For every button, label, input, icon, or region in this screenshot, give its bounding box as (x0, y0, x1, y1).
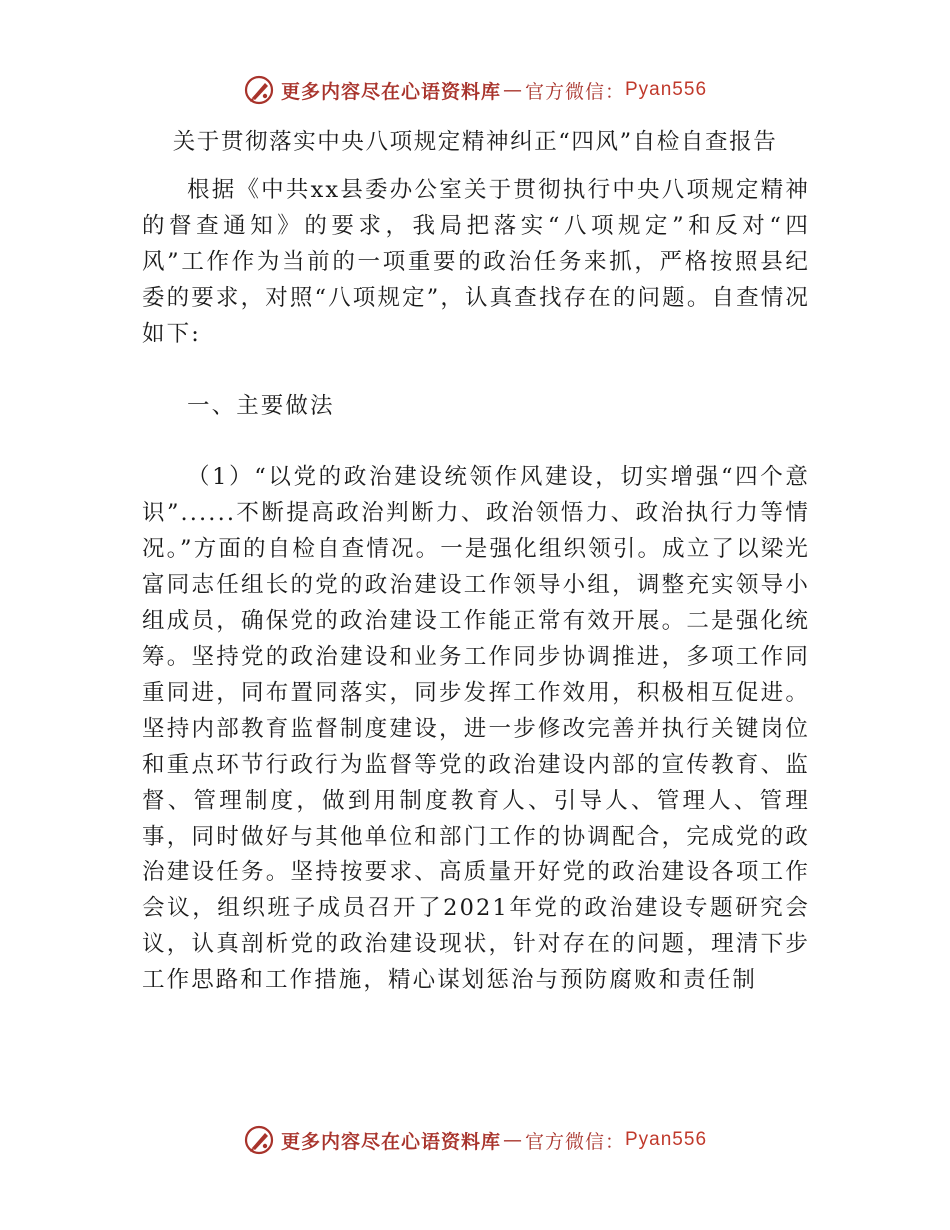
banner-dash: — (502, 79, 523, 101)
banner-wechat-label: 官方微信： (524, 80, 625, 103)
document-title: 关于贯彻落实中央八项规定精神纠正“四风”自检自查报告 (172, 129, 778, 155)
document-body (142, 173, 810, 999)
quill-pen-logo-icon (243, 1124, 275, 1156)
banner-wechat-id: Pyan556 (625, 1129, 708, 1150)
footer-watermark-banner (0, 1120, 950, 1160)
quill-pen-logo-icon (243, 74, 275, 106)
banner-wechat-id: Pyan556 (625, 79, 708, 100)
banner-wechat-label: 官方微信： (524, 1130, 625, 1153)
item-paragraph: （1）“以党的政治建设统领作风建设，切实增强“四个意识”......不断提高政治判断力、政治领悟力、政治执行力等情况。”方面的自检自查情况。一是强化组织领引。成立了以梁光富同志任组长的党的政治建设工作领导小组，调整充实领导小组成员，确保党的政治建设工作能正常有效开展。二是强化统筹。坚持党的政治建设和业务工作同步协调推进，多项工作同重同进，同布置同落实，同步发挥工作效用，积极相互促进。坚持内部教育监督制度建设，进一步修改完善并执行关键岗位和重点环节行政行为监督等党的政治建设内部的宣传教育、监督、管理制度，做到用制度教育人、引导人、管理人、管理事，同时做好与其他单位和部门工作的协调配合，完成党的政治建设任务。坚持按要求、高质量开好党的政治建设各项工作会议，组织班子成员召开了2021年党的政治建设专题研究会议，认真剖析党的政治建设现状，针对存在的问题，理清下步工作思路和工作措施，精心谋划惩治与预防腐败和责任制 (142, 464, 810, 994)
banner-slogan: 更多内容尽在心语资料库 (280, 1130, 501, 1153)
section-heading: 一、主要做法 (187, 392, 335, 419)
header-watermark-banner (0, 70, 950, 110)
banner-dash: — (502, 1129, 523, 1151)
intro-paragraph: 根据《中共xx县委办公室关于贯彻执行中央八项规定精神的督查通知》的要求，我局把落实“八项规定”和反对“四风”工作作为当前的一项重要的政治任务来抓，严格按照县纪委的要求，对照“八项规定”，认真查找存在的问题。自查情况如下: (142, 177, 810, 347)
banner-slogan: 更多内容尽在心语资料库 (280, 80, 501, 103)
